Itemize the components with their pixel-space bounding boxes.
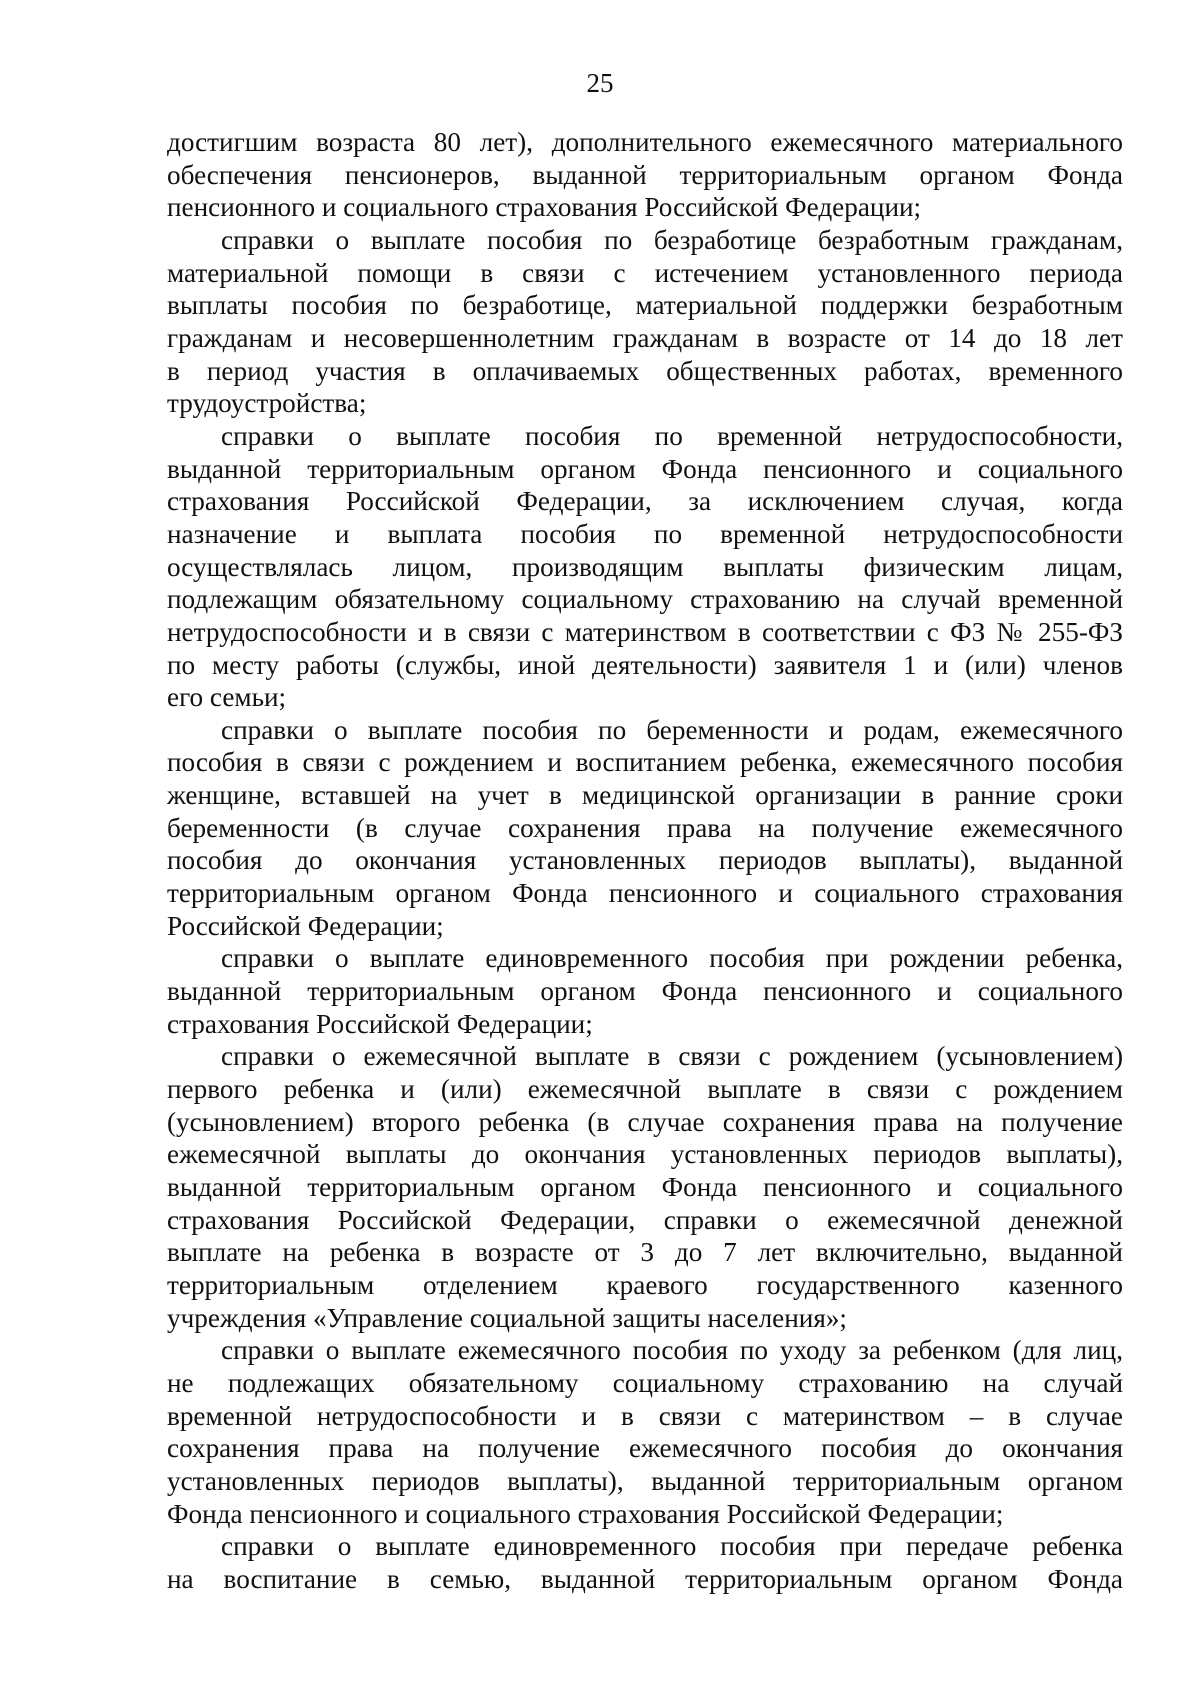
text-line: справки о выплате единовременного пособия при рождении ребенка,	[221, 943, 1123, 974]
text-line: не подлежащих обязательному социальному страхованию на случай	[167, 1367, 1123, 1398]
text-line: гражданам и несовершеннолетним гражданам в возрасте от 14 до 18 лет	[167, 322, 1123, 353]
text-line: достигшим возраста 80 лет), дополнительного ежемесячного материального	[167, 127, 1123, 157]
text-line: в период участия в оплачиваемых общественных работах, временного	[167, 355, 1123, 386]
text-line: подлежащим обязательному социальному страхованию на случай временной	[167, 584, 1123, 615]
text-line: беременности (в случае сохранения права на получение ежемесячного	[167, 812, 1123, 843]
text-line: нетрудоспособности и в связи с материнством в соответствии с ФЗ № 255-ФЗ	[167, 616, 1123, 647]
text-line: учреждения «Управление социальной защиты населения»;	[167, 1302, 847, 1333]
text-line: территориальным органом Фонда пенсионного и социального страхования	[167, 878, 1123, 909]
text-line: страхования Российской Федерации, за исключением случая, когда	[167, 486, 1123, 517]
text-line: пенсионного и социального страхования Российской Федерации;	[167, 192, 922, 223]
text-line: справки о выплате ежемесячного пособия по уходу за ребенком (для лиц,	[221, 1335, 1123, 1366]
text-line: выданной территориальным органом Фонда пенсионного и социального	[167, 976, 1123, 1007]
text-line: выданной территориальным органом Фонда пенсионного и социального	[167, 1172, 1123, 1202]
text-line: материальной помощи в связи с истечением установленного периода	[167, 257, 1123, 288]
paragraph	[167, 714, 1123, 943]
paragraph	[167, 1530, 1123, 1595]
text-line: по месту работы (службы, иной деятельности) заявителя 1 и (или) членов	[167, 649, 1123, 680]
text-line: осуществлялась лицом, производящим выплаты физическим лицам,	[167, 551, 1123, 582]
text-line: сохранения права на получение ежемесячного пособия до окончания	[167, 1433, 1123, 1464]
text-line: первого ребенка и (или) ежемесячной выплате в связи с рождением	[167, 1074, 1123, 1105]
text-line: его семьи;	[167, 682, 287, 713]
paragraph	[167, 942, 1123, 1040]
paragraph	[167, 1334, 1123, 1530]
text-line: справки о выплате единовременного пособия при передаче ребенка	[221, 1531, 1123, 1562]
text-line: страхования Российской Федерации;	[167, 1008, 593, 1039]
text-line: справки о ежемесячной выплате в связи с рождением (усыновлением)	[221, 1041, 1123, 1072]
text-line: выплаты пособия по безработице, материальной поддержки безработным	[167, 290, 1123, 321]
paragraph	[167, 420, 1123, 714]
text-line: ежемесячной выплаты до окончания установленных периодов выплаты),	[167, 1139, 1123, 1170]
text-line: на воспитание в семью, выданной территориальным органом Фонда	[167, 1563, 1123, 1594]
paragraph	[167, 126, 1123, 224]
text-line: женщине, вставшей на учет в медицинской организации в ранние сроки	[167, 780, 1123, 811]
text-line: пособия до окончания установленных периодов выплаты), выданной	[167, 845, 1123, 876]
text-line: временной нетрудоспособности и в связи с материнством – в случае	[167, 1400, 1123, 1431]
page-number: 25	[586, 68, 614, 98]
text-line: выданной территориальным органом Фонда пенсионного и социального	[167, 453, 1123, 484]
text-line: справки о выплате пособия по временной нетрудоспособности,	[221, 420, 1123, 451]
text-line: обеспечения пенсионеров, выданной территориальным органом Фонда	[167, 159, 1123, 190]
text-line: территориальным отделением краевого государственного казенного	[167, 1269, 1123, 1300]
document-body	[167, 126, 1123, 1596]
text-line: справки о выплате пособия по беременности и родам, ежемесячного	[221, 714, 1123, 745]
text-line: страхования Российской Федерации, справки о ежемесячной денежной	[167, 1204, 1123, 1235]
text-line: назначение и выплата пособия по временной нетрудоспособности	[167, 518, 1123, 549]
text-line: установленных периодов выплаты), выданной территориальным органом	[167, 1465, 1123, 1496]
text-line: справки о выплате пособия по безработице безработным гражданам,	[221, 224, 1123, 255]
text-line: (усыновлением) второго ребенка (в случае сохранения права на получение	[167, 1106, 1123, 1137]
paragraph	[167, 224, 1123, 420]
text-line: Фонда пенсионного и социального страхования Российской Федерации;	[167, 1498, 1004, 1529]
text-line: трудоустройства;	[167, 388, 367, 419]
text-line: пособия в связи с рождением и воспитанием ребенка, ежемесячного пособия	[167, 747, 1123, 778]
text-line: выплате на ребенка в возрасте от 3 до 7 лет включительно, выданной	[167, 1237, 1123, 1268]
text-line: Российской Федерации;	[167, 910, 444, 941]
paragraph	[167, 1040, 1123, 1334]
